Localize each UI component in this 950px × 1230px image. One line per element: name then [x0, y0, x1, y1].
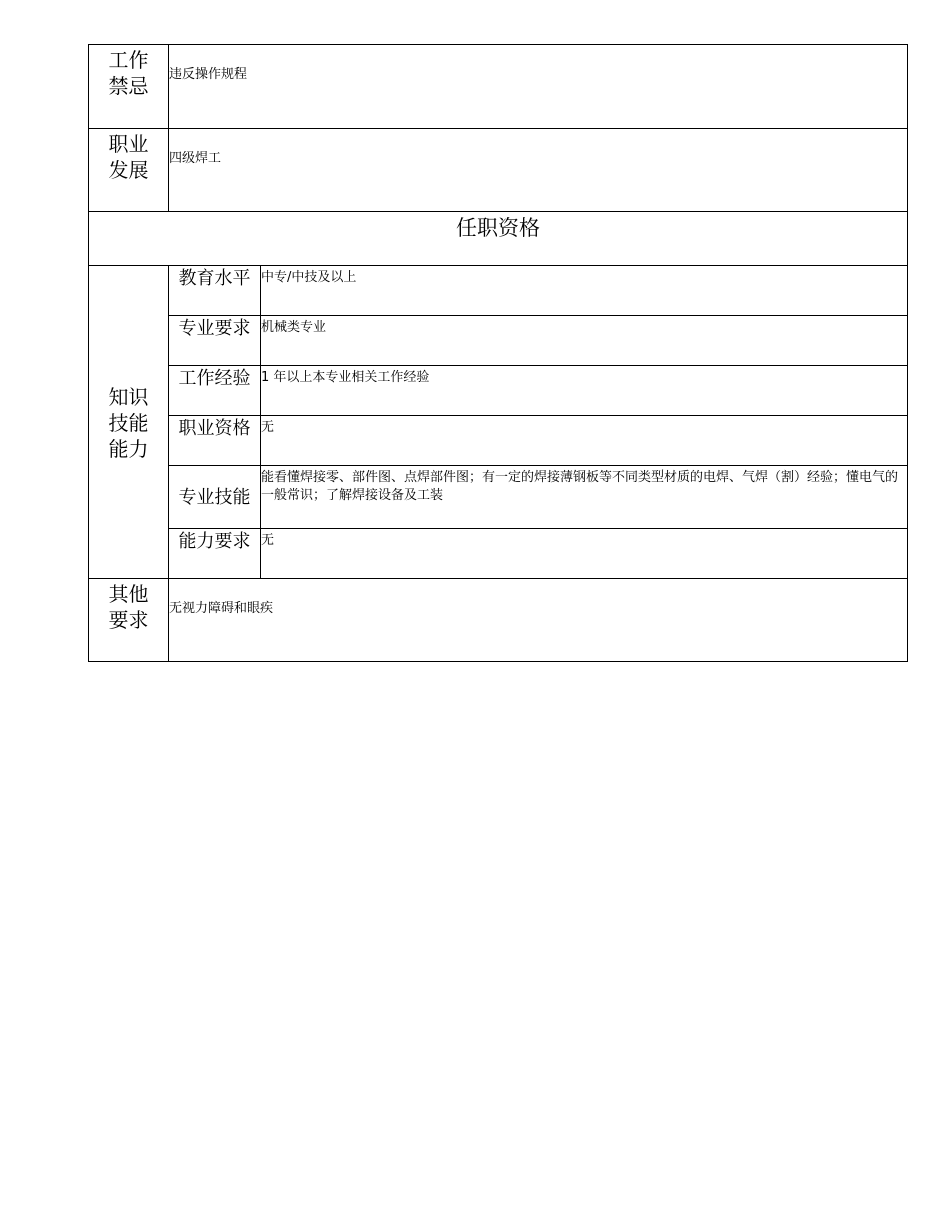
work-experience-label: 工作经验: [169, 366, 261, 416]
education-level-label: 教育水平: [169, 266, 261, 316]
professional-skills-value: 能看懂焊接零、部件图、点焊部件图；有一定的焊接薄钢板等不同类型材质的电焊、气焊（割）经验；懂电气的一般常识；了解焊接设备及工装: [261, 466, 908, 529]
table-row: [89, 416, 908, 466]
job-spec-table: [88, 44, 908, 662]
table-row: [89, 466, 908, 529]
professional-skills-label: 专业技能: [169, 466, 261, 529]
work-taboo-label: 工作 禁忌: [89, 45, 169, 129]
knowledge-skill-ability-label: 知识 技能 能力: [89, 266, 169, 579]
career-development-value: 四级焊工: [169, 129, 908, 212]
row-work-taboo: [89, 45, 908, 129]
qualification-section-title: 任职资格: [89, 212, 908, 266]
row-other-requirements: [89, 579, 908, 662]
ability-requirement-value: 无: [261, 529, 908, 579]
professional-qualification-label: 职业资格: [169, 416, 261, 466]
table-row: [89, 266, 908, 316]
education-level-value: 中专/中技及以上: [261, 266, 908, 316]
major-requirement-value: 机械类专业: [261, 316, 908, 366]
table-row: [89, 529, 908, 579]
work-taboo-value: 违反操作规程: [169, 45, 908, 129]
ability-requirement-label: 能力要求: [169, 529, 261, 579]
career-development-label: 职业 发展: [89, 129, 169, 212]
table-row: [89, 366, 908, 416]
row-career-development: [89, 129, 908, 212]
other-requirements-value: 无视力障碍和眼疾: [169, 579, 908, 662]
row-qualification-title: [89, 212, 908, 266]
professional-qualification-value: 无: [261, 416, 908, 466]
table-row: [89, 316, 908, 366]
other-requirements-label: 其他 要求: [89, 579, 169, 662]
work-experience-value: 1 年以上本专业相关工作经验: [261, 366, 908, 416]
major-requirement-label: 专业要求: [169, 316, 261, 366]
